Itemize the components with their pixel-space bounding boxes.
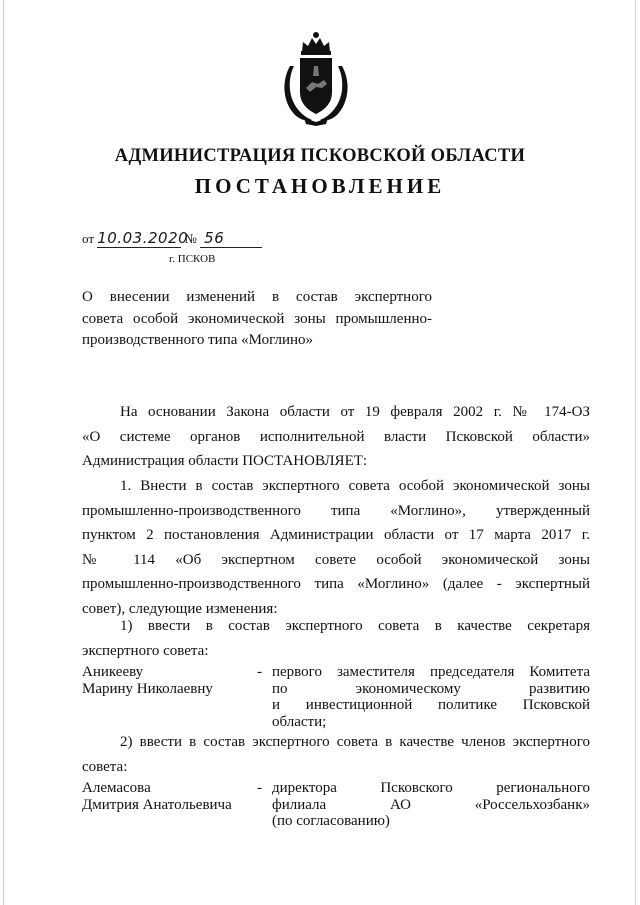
paragraph-line: совета: xyxy=(82,758,128,775)
member-surname: Алемасова xyxy=(82,780,151,796)
member-position xyxy=(272,664,590,730)
member-row-secretary xyxy=(82,664,590,730)
date-number-line xyxy=(82,229,262,248)
date-prefix: от xyxy=(82,231,95,246)
number-sign: № xyxy=(184,231,197,246)
paragraph-line: совет), следующие изменения: xyxy=(82,600,278,617)
position-line: первого заместителя председателя Комитета xyxy=(272,664,590,680)
item-1-paragraph xyxy=(82,614,590,663)
city-label: г. ПСКОВ xyxy=(169,253,216,265)
handwritten-date: 10.03.2020 xyxy=(97,229,189,247)
preamble-paragraph xyxy=(82,400,590,474)
subject-line: О внесении изменений в состав экспертного xyxy=(82,289,432,305)
pskov-coat-of-arms-icon xyxy=(276,30,356,126)
member-given-names: Дмитрия Анатольевича xyxy=(82,796,232,813)
member-name xyxy=(82,780,247,813)
subject-line: совета особой экономической зоны промышленно- xyxy=(82,310,432,327)
member-name xyxy=(82,664,247,697)
position-line: филиала АО «Россельхозбанк» xyxy=(272,796,590,813)
paragraph-line: промышленно-производственного типа «Моглино», утвержденный xyxy=(82,502,590,519)
paragraph-line: На основании Закона области от 19 февраля 2002 г. № 174-ОЗ xyxy=(120,404,590,420)
clause-1-paragraph xyxy=(82,474,590,621)
organization-title: АДМИНИСТРАЦИЯ ПСКОВСКОЙ ОБЛАСТИ xyxy=(114,146,526,166)
member-dash: - xyxy=(257,664,262,680)
handwritten-number: 56 xyxy=(200,229,262,248)
document-subject xyxy=(82,287,432,352)
position-line: по экономическому развитию xyxy=(272,680,590,697)
member-surname: Аникееву xyxy=(82,664,144,680)
member-position xyxy=(272,780,590,830)
scan-edge-right xyxy=(635,0,636,905)
member-given-names: Марину Николаевну xyxy=(82,680,213,697)
position-line: директора Псковского регионального xyxy=(272,780,590,796)
item-2-paragraph xyxy=(82,730,590,779)
member-row-member xyxy=(82,780,590,830)
paragraph-line: «О системе органов исполнительной власти Псковской области» xyxy=(82,428,590,445)
subject-line: производственного типа «Моглино» xyxy=(82,332,314,348)
position-line: и инвестиционной политике Псковской xyxy=(272,697,590,713)
position-line: области; xyxy=(272,713,327,730)
paragraph-line: 1. Внести в состав экспертного совета особой экономической зоны xyxy=(120,478,590,494)
position-line: (по согласованию) xyxy=(272,813,390,829)
document-type-title: ПОСТАНОВЛЕНИЕ xyxy=(194,174,446,198)
paragraph-line: 1) ввести в состав экспертного совета в качестве секретаря xyxy=(120,618,590,634)
member-dash: - xyxy=(257,780,262,796)
paragraph-line: Администрация области ПОСТАНОВЛЯЕТ: xyxy=(82,453,368,469)
paragraph-line: пунктом 2 постановления Администрации области от 17 марта 2017 г. xyxy=(82,527,590,543)
paragraph-line: 2) ввести в состав экспертного совета в качестве членов экспертного xyxy=(120,734,590,750)
scan-edge-left xyxy=(3,0,4,905)
paragraph-line: № 114 «Об экспертном совете особой экономической зоны xyxy=(82,551,590,568)
paragraph-line: промышленно-производственного типа «Моглино» (далее - экспертный xyxy=(82,576,590,592)
paragraph-line: экспертного совета: xyxy=(82,642,209,659)
